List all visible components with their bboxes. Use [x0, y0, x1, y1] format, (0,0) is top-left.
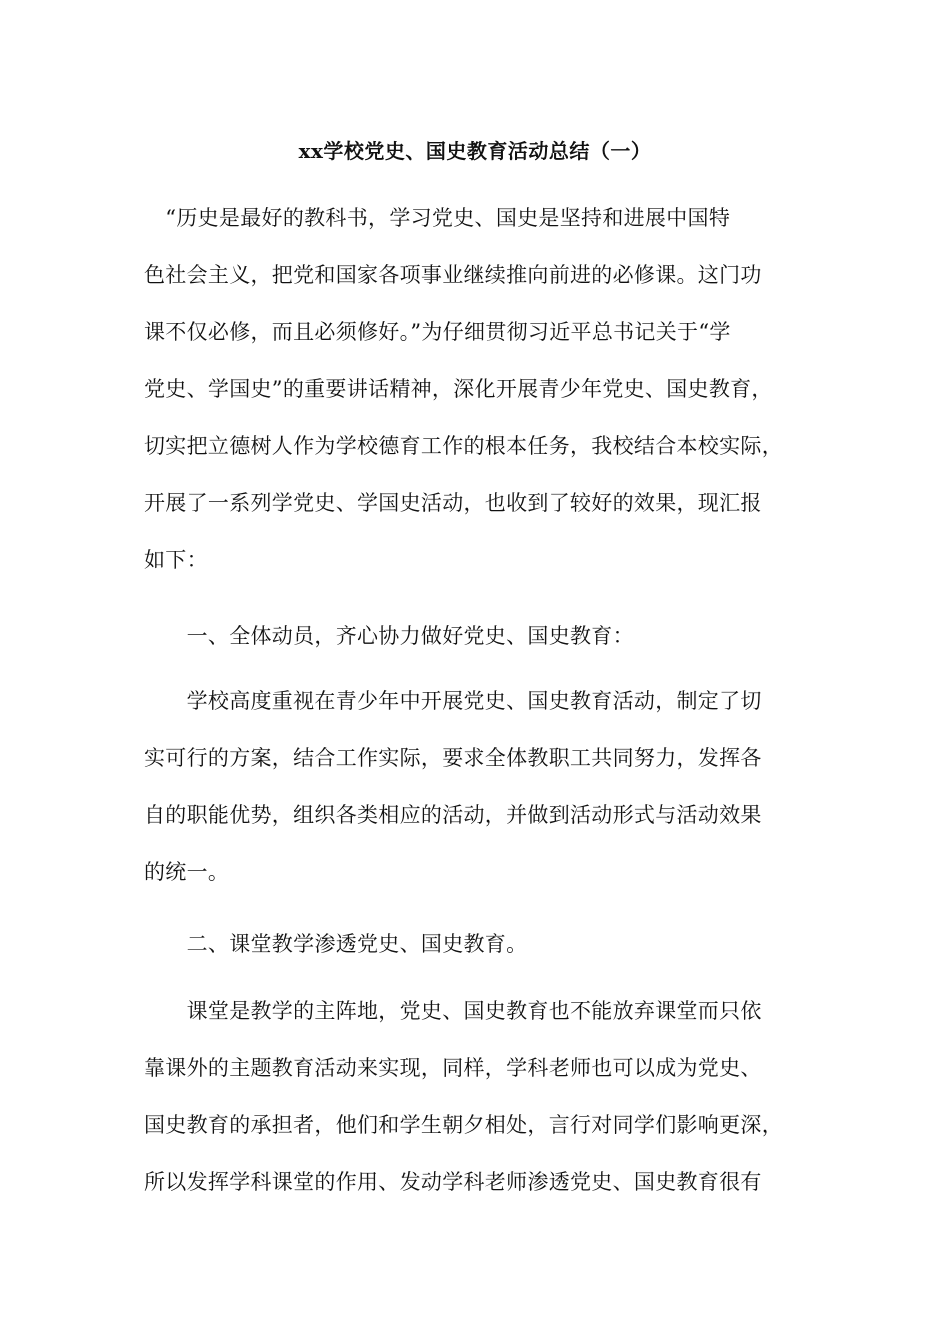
paragraph-line: 如下：: [144, 548, 208, 572]
paragraph-line: 开展了一系列学党史、学国史活动，也收到了较好的效果，现汇报: [144, 491, 762, 515]
paragraph-line: 课堂是教学的主阵地，党史、国史教育也不能放弃课堂而只依: [144, 999, 762, 1023]
paragraph-line: 切实把立德树人作为学校德育工作的根本任务，我校结合本校实际，: [144, 434, 783, 458]
paragraph-line: 自的职能优势，组织各类相应的活动，并做到活动形式与活动效果: [144, 803, 762, 827]
paragraph-line: 国史教育的承担者，他们和学生朝夕相处，言行对同学们影响更深，: [144, 1113, 783, 1137]
paragraph-line: 实可行的方案，结合工作实际，要求全体教职工共同努力，发挥各: [144, 746, 762, 770]
paragraph-line: 所以发挥学科课堂的作用、发动学科老师渗透党史、国史教育很有: [144, 1170, 762, 1194]
paragraph-line: 的统一。: [144, 860, 230, 884]
paragraph-line: 学校高度重视在青少年中开展党史、国史教育活动，制定了切: [144, 689, 762, 713]
section-heading: 二、课堂教学渗透党史、国史教育。: [144, 932, 528, 956]
paragraph-line: 课不仅必修，而且必须修好。”为仔细贯彻习近平总书记关于“学: [144, 320, 731, 344]
document-title: xx学校党史、国史教育活动总结（一）: [298, 139, 652, 163]
section-heading: 一、全体动员，齐心协力做好党史、国史教育：: [144, 624, 634, 648]
paragraph-line: “历史是最好的教科书，学习党史、国史是坚持和进展中国特: [144, 206, 731, 230]
paragraph-line: 党史、学国史”的重要讲话精神，深化开展青少年党史、国史教育，: [144, 377, 773, 401]
paragraph-line: 色社会主义，把党和国家各项事业继续推向前进的必修课。这门功: [144, 263, 762, 287]
paragraph-line: 靠课外的主题教育活动来实现，同样，学科老师也可以成为党史、: [144, 1056, 762, 1080]
